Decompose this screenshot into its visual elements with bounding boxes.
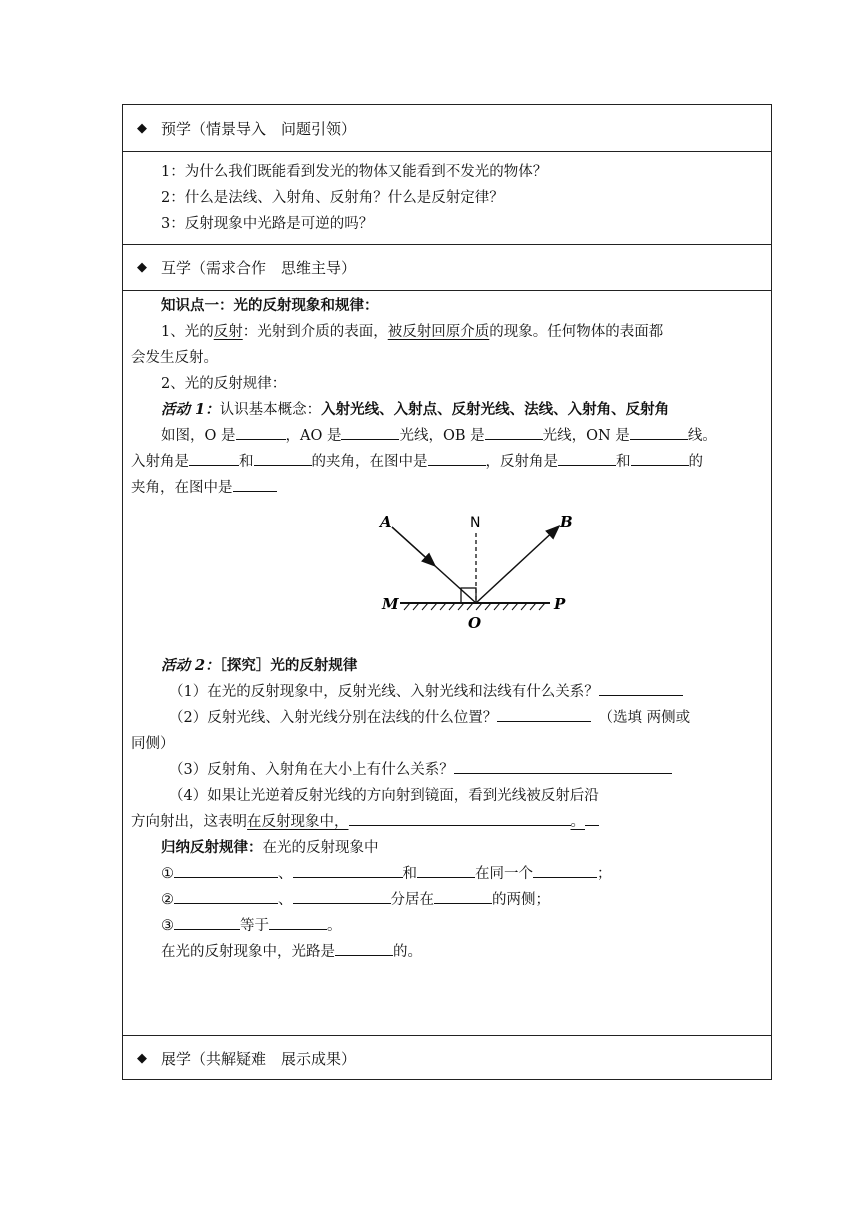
- law-heading: 2、光的反射规律：: [161, 376, 287, 392]
- preview-title: 预学（情景导入 问题引领）: [161, 119, 357, 138]
- answer-blank[interactable]: [428, 449, 486, 466]
- label-p: P: [554, 595, 566, 613]
- activity-2-q2-cont: 同侧）: [131, 736, 175, 752]
- reflection-definition: 1、光的反射：光射到介质的表面，被反射回原介质的现象。任何物体的表面都: [161, 324, 664, 340]
- answer-blank[interactable]: [454, 757, 672, 774]
- answer-blank[interactable]: [233, 475, 277, 492]
- summary-item-3: ③ 等于 。: [131, 913, 763, 939]
- preview-content: [123, 152, 771, 245]
- activity-2-q4-cont: 方向射出，这表明在反射现象中， 。: [131, 809, 763, 835]
- answer-blank[interactable]: [434, 887, 492, 904]
- answer-blank[interactable]: [558, 449, 616, 466]
- preview-header: [123, 105, 771, 152]
- preview-item: 3：反射现象中光路是可逆的吗？: [161, 216, 374, 232]
- answer-blank[interactable]: [174, 887, 278, 904]
- label-b: B: [560, 513, 573, 531]
- answer-blank[interactable]: [254, 449, 312, 466]
- activity-1-question-line1: 如图，O 是 ，AO 是 光线，OB 是 光线，ON 是 线。: [131, 423, 763, 449]
- summary-item-2: ② 、 分居在 的两侧；: [131, 887, 763, 913]
- answer-blank[interactable]: [335, 939, 393, 956]
- answer-blank[interactable]: [599, 679, 683, 696]
- activity-1-label: 活动 1：: [161, 401, 220, 418]
- activity-2-q4: （4）如果让光逆着反射光线的方向射到镜面，看到光线被反射后沿: [169, 788, 599, 804]
- answer-blank[interactable]: [349, 809, 571, 826]
- answer-blank[interactable]: [417, 861, 475, 878]
- term-reflection: 反射: [213, 324, 243, 340]
- preview-item: 2：什么是法线、入射角、反射角？什么是反射定律？: [161, 190, 504, 206]
- answer-blank[interactable]: [174, 913, 240, 930]
- underlined-phrase: 被反射回原介质: [387, 324, 490, 340]
- answer-blank[interactable]: [631, 449, 689, 466]
- diamond-icon: ◆: [137, 1050, 147, 1066]
- answer-blank[interactable]: [189, 449, 239, 466]
- activity-2-q2: （2）反射光线、入射光线分别在法线的什么位置？ （选填 两侧或: [131, 705, 763, 731]
- answer-blank[interactable]: [269, 913, 327, 930]
- label-a: A: [380, 513, 392, 531]
- cooperate-content: [123, 291, 771, 1036]
- activity-1-concepts: 入射光线、入射点、反射光线、法线、入射角、反射角: [321, 401, 670, 418]
- activity-2-q3: （3）反射角、入射角在大小上有什么关系？: [131, 757, 763, 783]
- preview-item: 1：为什么我们既能看到发光的物体又能看到不发光的物体？: [161, 164, 548, 180]
- worksheet-table: [122, 104, 772, 1080]
- cooperate-header: [123, 245, 771, 291]
- activity-2: [131, 653, 763, 679]
- mirror-hatching: [404, 603, 545, 610]
- present-title: 展学（共解疑难 展示成果）: [161, 1049, 357, 1068]
- reflection-definition-cont: 会发生反射。: [131, 350, 218, 366]
- summary-item-4: 在光的反射现象中，光路是 的。: [131, 939, 763, 965]
- incident-ray-arrow: [392, 527, 434, 565]
- diamond-icon: ◆: [137, 120, 147, 136]
- activity-1-question-line3: 夹角，在图中是: [131, 475, 763, 501]
- diamond-icon: ◆: [137, 260, 147, 275]
- present-header: [123, 1036, 771, 1080]
- cooperate-title: 互学（需求合作 思维主导）: [161, 259, 357, 277]
- answer-blank[interactable]: [236, 423, 286, 440]
- answer-blank[interactable]: [533, 861, 597, 878]
- label-m: M: [382, 595, 399, 613]
- answer-blank[interactable]: [293, 887, 391, 904]
- knowledge-point-title: 知识点一：光的反射现象和规律：: [161, 297, 379, 314]
- activity-1-question-line2: 入射角是 和 的夹角，在图中是 ，反射角是 和 的: [131, 449, 763, 475]
- activity-2-q1: （1）在光的反射现象中，反射光线、入射光线和法线有什么关系？: [131, 679, 763, 705]
- answer-blank[interactable]: [341, 423, 399, 440]
- activity-2-label: 活动 2：: [161, 657, 220, 674]
- answer-blank[interactable]: [630, 423, 688, 440]
- summary-label: 归纳反射规律：: [161, 839, 263, 856]
- activity-1: 活动 1：认识基本概念：入射光线、入射点、反射光线、法线、入射角、反射角: [161, 401, 670, 418]
- answer-blank[interactable]: [174, 861, 278, 878]
- reflection-diagram: [378, 513, 578, 637]
- summary-item-1: ① 、 和 在同一个 ；: [131, 861, 763, 887]
- activity-2-title: ［探究］光的反射规律: [219, 657, 358, 674]
- answer-blank[interactable]: [497, 705, 591, 722]
- answer-blank[interactable]: [293, 861, 403, 878]
- reflected-ray: [476, 527, 558, 603]
- answer-blank[interactable]: [485, 423, 543, 440]
- label-o: O: [468, 614, 482, 632]
- label-n: N: [470, 515, 481, 531]
- summary-heading: 归纳反射规律：在光的反射现象中: [161, 839, 379, 856]
